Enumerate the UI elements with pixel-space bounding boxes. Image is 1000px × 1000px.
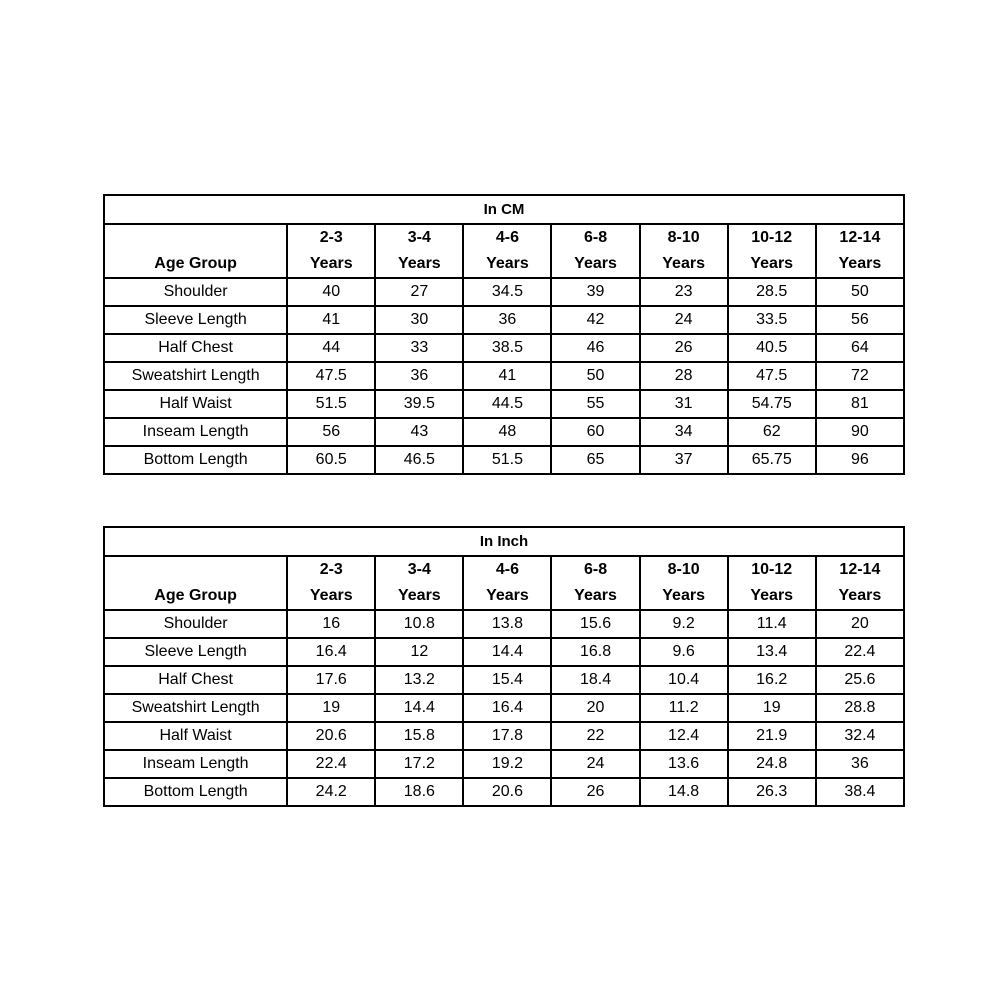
- table-row: [104, 694, 904, 722]
- table-cell: 19.2: [463, 750, 551, 778]
- column-range: 8-10: [667, 229, 700, 246]
- column-unit: Years: [750, 587, 794, 604]
- table-cell: 96: [816, 446, 904, 474]
- age-group-header: Age Group: [104, 224, 287, 278]
- table-cell: 20: [816, 610, 904, 638]
- column-header: [375, 224, 463, 278]
- table-cell: 16: [287, 610, 375, 638]
- column-range: 10-12: [751, 229, 793, 246]
- table-cell: 40.5: [728, 334, 816, 362]
- table-cell: 46.5: [375, 446, 463, 474]
- table-cell: 41: [287, 306, 375, 334]
- column-header: [816, 224, 904, 278]
- table-row: [104, 306, 904, 334]
- table-cell: 32.4: [816, 722, 904, 750]
- table-row: [104, 446, 904, 474]
- table-cell: 34.5: [463, 278, 551, 306]
- table-cell: 36: [816, 750, 904, 778]
- column-header: [551, 556, 639, 610]
- table-cell: 14.8: [640, 778, 728, 806]
- column-unit: Years: [397, 255, 441, 272]
- table-cell: 10.8: [375, 610, 463, 638]
- column-unit: Years: [662, 255, 705, 272]
- table-cell: 15.8: [375, 722, 463, 750]
- table-cell: 18.6: [375, 778, 463, 806]
- table-cell: 13.4: [728, 638, 816, 666]
- row-label: Inseam Length: [104, 750, 287, 778]
- column-header: [640, 556, 728, 610]
- table-title: In Inch: [104, 527, 904, 556]
- column-range: 4-6: [495, 229, 519, 246]
- table-cell: 10.4: [640, 666, 728, 694]
- table-cell: 13.6: [640, 750, 728, 778]
- table-cell: 39: [551, 278, 639, 306]
- column-header: [728, 556, 816, 610]
- table-cell: 17.6: [287, 666, 375, 694]
- table-header-row: [104, 224, 904, 278]
- size-chart-inch-table: [103, 526, 905, 807]
- column-range: 2-3: [319, 561, 343, 578]
- table-cell: 72: [816, 362, 904, 390]
- column-unit: Years: [486, 587, 529, 604]
- table-cell: 51.5: [287, 390, 375, 418]
- table-cell: 60: [551, 418, 639, 446]
- age-group-header: Age Group: [104, 556, 287, 610]
- table-cell: 28.5: [728, 278, 816, 306]
- table-cell: 30: [375, 306, 463, 334]
- table-cell: 23: [640, 278, 728, 306]
- column-unit: Years: [309, 255, 353, 272]
- column-header: [551, 224, 639, 278]
- column-header: [375, 556, 463, 610]
- table-cell: 14.4: [463, 638, 551, 666]
- table-cell: 64: [816, 334, 904, 362]
- table-cell: 20.6: [287, 722, 375, 750]
- row-label: Bottom Length: [104, 446, 287, 474]
- table-cell: 22: [551, 722, 639, 750]
- row-label: Half Waist: [104, 390, 287, 418]
- column-header: [816, 556, 904, 610]
- column-unit: Years: [574, 587, 617, 604]
- table-row: [104, 362, 904, 390]
- table-cell: 19: [287, 694, 375, 722]
- table-cell: 48: [463, 418, 551, 446]
- column-unit: Years: [838, 255, 882, 272]
- table-body: [104, 278, 904, 474]
- table-cell: 12: [375, 638, 463, 666]
- table-row: [104, 666, 904, 694]
- table-cell: 16.4: [463, 694, 551, 722]
- table-cell: 55: [551, 390, 639, 418]
- column-range: 3-4: [407, 561, 431, 578]
- table-cell: 22.4: [816, 638, 904, 666]
- column-unit: Years: [838, 587, 882, 604]
- table-cell: 13.2: [375, 666, 463, 694]
- table-cell: 9.2: [640, 610, 728, 638]
- table-row: [104, 390, 904, 418]
- table-cell: 28: [640, 362, 728, 390]
- table-cell: 11.2: [640, 694, 728, 722]
- table-cell: 54.75: [728, 390, 816, 418]
- table-cell: 39.5: [375, 390, 463, 418]
- table-cell: 42: [551, 306, 639, 334]
- row-label: Inseam Length: [104, 418, 287, 446]
- table-cell: 47.5: [728, 362, 816, 390]
- row-label: Half Waist: [104, 722, 287, 750]
- column-range: 2-3: [319, 229, 343, 246]
- size-chart-cm-table: [103, 194, 905, 475]
- table-cell: 16.8: [551, 638, 639, 666]
- column-header: [640, 224, 728, 278]
- row-label: Shoulder: [104, 610, 287, 638]
- table-cell: 60.5: [287, 446, 375, 474]
- table-cell: 65.75: [728, 446, 816, 474]
- column-range: 10-12: [751, 561, 793, 578]
- row-label: Sleeve Length: [104, 638, 287, 666]
- column-header: [463, 224, 551, 278]
- table-cell: 20: [551, 694, 639, 722]
- table-cell: 33.5: [728, 306, 816, 334]
- table-cell: 47.5: [287, 362, 375, 390]
- table-cell: 22.4: [287, 750, 375, 778]
- column-header: [287, 556, 375, 610]
- table-row: [104, 610, 904, 638]
- table-row: [104, 334, 904, 362]
- table-cell: 26.3: [728, 778, 816, 806]
- column-unit: Years: [486, 255, 529, 272]
- column-header: [287, 224, 375, 278]
- table-cell: 44.5: [463, 390, 551, 418]
- table-row: [104, 638, 904, 666]
- table-cell: 26: [551, 778, 639, 806]
- table-cell: 38.4: [816, 778, 904, 806]
- table-cell: 51.5: [463, 446, 551, 474]
- row-label: Bottom Length: [104, 778, 287, 806]
- table-cell: 44: [287, 334, 375, 362]
- table-title-row: [104, 195, 904, 224]
- table-cell: 28.8: [816, 694, 904, 722]
- row-label: Half Chest: [104, 666, 287, 694]
- row-label: Half Chest: [104, 334, 287, 362]
- table-cell: 25.6: [816, 666, 904, 694]
- table-cell: 90: [816, 418, 904, 446]
- table-row: [104, 418, 904, 446]
- column-unit: Years: [750, 255, 794, 272]
- table-cell: 46: [551, 334, 639, 362]
- table-cell: 41: [463, 362, 551, 390]
- table-cell: 9.6: [640, 638, 728, 666]
- table-cell: 18.4: [551, 666, 639, 694]
- table-title-row: [104, 527, 904, 556]
- column-header: [463, 556, 551, 610]
- table-cell: 36: [463, 306, 551, 334]
- table-cell: 36: [375, 362, 463, 390]
- column-range: 12-14: [839, 229, 881, 246]
- table-cell: 21.9: [728, 722, 816, 750]
- row-label: Sweatshirt Length: [104, 362, 287, 390]
- table-cell: 13.8: [463, 610, 551, 638]
- table-cell: 12.4: [640, 722, 728, 750]
- table-row: [104, 278, 904, 306]
- table-header-row: [104, 556, 904, 610]
- table-cell: 43: [375, 418, 463, 446]
- column-range: 12-14: [839, 561, 881, 578]
- table-cell: 33: [375, 334, 463, 362]
- table-cell: 17.2: [375, 750, 463, 778]
- table-cell: 26: [640, 334, 728, 362]
- column-header: [728, 224, 816, 278]
- table-cell: 38.5: [463, 334, 551, 362]
- column-unit: Years: [662, 587, 705, 604]
- row-label: Shoulder: [104, 278, 287, 306]
- table-cell: 14.4: [375, 694, 463, 722]
- table-cell: 65: [551, 446, 639, 474]
- column-unit: Years: [309, 587, 353, 604]
- table-cell: 15.4: [463, 666, 551, 694]
- table-cell: 40: [287, 278, 375, 306]
- table-cell: 24.8: [728, 750, 816, 778]
- column-unit: Years: [574, 255, 617, 272]
- table-cell: 24: [551, 750, 639, 778]
- table-cell: 56: [287, 418, 375, 446]
- column-range: 6-8: [583, 229, 608, 246]
- row-label: Sleeve Length: [104, 306, 287, 334]
- column-range: 8-10: [667, 561, 700, 578]
- table-cell: 11.4: [728, 610, 816, 638]
- column-range: 4-6: [495, 561, 519, 578]
- column-range: 6-8: [583, 561, 608, 578]
- table-cell: 20.6: [463, 778, 551, 806]
- table-row: [104, 778, 904, 806]
- column-range: 3-4: [407, 229, 431, 246]
- table-title: In CM: [104, 195, 904, 224]
- table-cell: 16.2: [728, 666, 816, 694]
- table-cell: 19: [728, 694, 816, 722]
- table-cell: 56: [816, 306, 904, 334]
- table-cell: 17.8: [463, 722, 551, 750]
- table-cell: 62: [728, 418, 816, 446]
- column-unit: Years: [397, 587, 441, 604]
- table-cell: 34: [640, 418, 728, 446]
- table-cell: 27: [375, 278, 463, 306]
- table-cell: 37: [640, 446, 728, 474]
- table-cell: 24: [640, 306, 728, 334]
- table-cell: 24.2: [287, 778, 375, 806]
- table-body: [104, 610, 904, 806]
- row-label: Sweatshirt Length: [104, 694, 287, 722]
- table-cell: 50: [551, 362, 639, 390]
- table-row: [104, 750, 904, 778]
- table-cell: 16.4: [287, 638, 375, 666]
- table-row: [104, 722, 904, 750]
- table-cell: 15.6: [551, 610, 639, 638]
- table-cell: 31: [640, 390, 728, 418]
- table-cell: 50: [816, 278, 904, 306]
- table-cell: 81: [816, 390, 904, 418]
